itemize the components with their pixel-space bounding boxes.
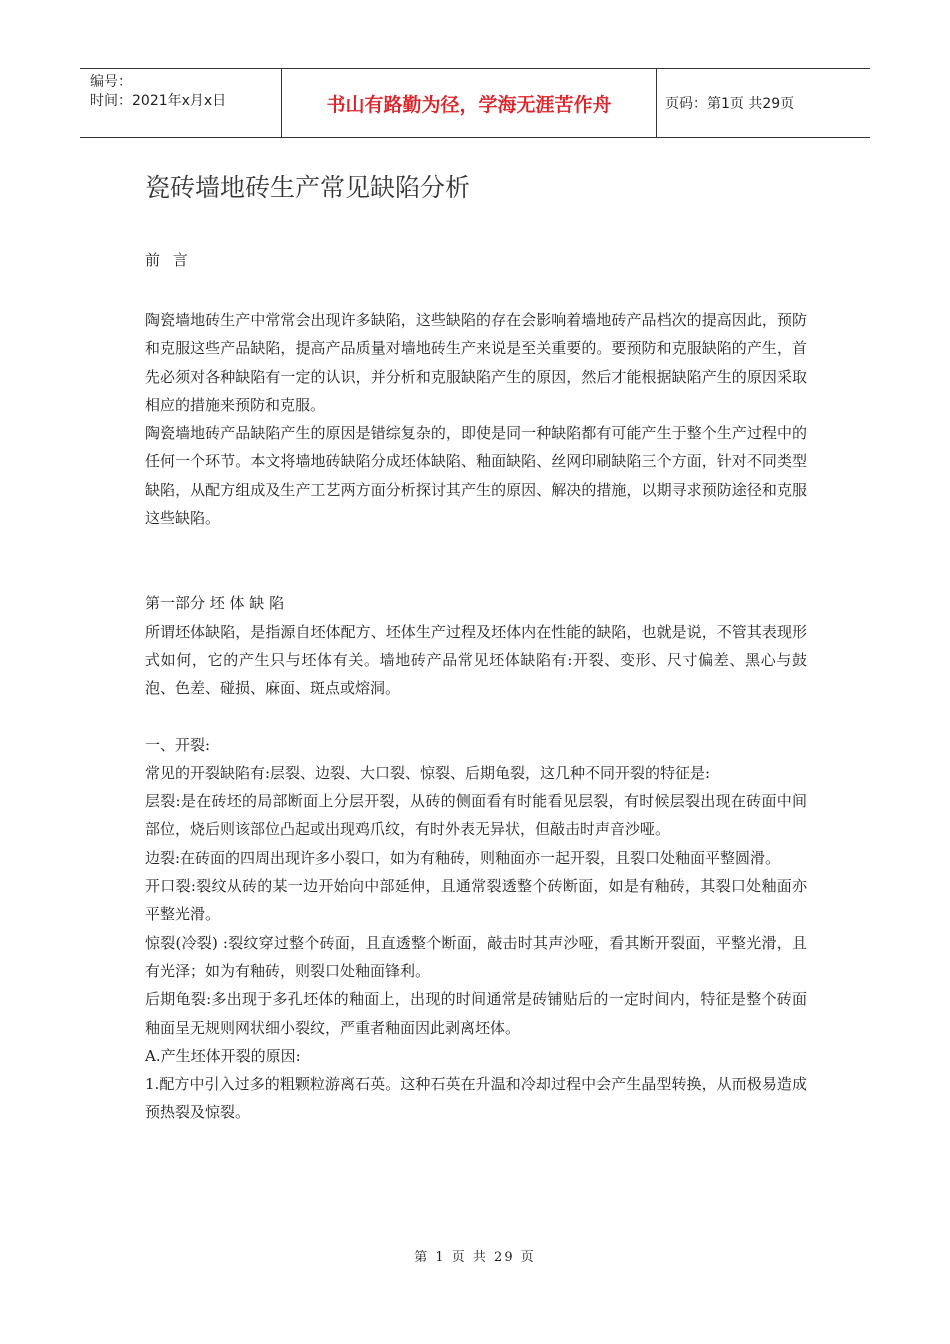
paragraph-intro-2: 陶瓷墙地砖产品缺陷产生的原因是错综复杂的，即使是同一种缺陷都有可能产生于整个生产过程中的任何一个环节。本文将墙地砖缺陷分成坯体缺陷、釉面缺陷、丝网印刷缺陷三个方面，针对不同类型缺陷，从配方组成及生产工艺两方面分析探讨其产生的原因、解决的措施，以期寻求预防途径和克服这些缺陷。 [145,424,807,528]
section-heading-part1: 第一部分 坯 体 缺 陷 [145,594,285,613]
document-date: 时间：2021年x月x日 [90,93,227,109]
subsection-heading-cracking: 一、开裂: [145,735,211,754]
paragraph-layer-crack: 层裂:是在砖坯的局部断面上分层开裂，从砖的侧面看有时能看见层裂，有时候层裂出现在砖面中间部位，烧后则该部位凸起或出现鸡爪纹，有时外表无异状，但敲击时声音沙哑。 [145,792,807,839]
preface-heading: 前 言 [145,251,192,269]
paragraph-edge-crack: 边裂:在砖面的四周出现许多小裂口，如为有釉砖，则釉面亦一起开裂，且裂口处釉面平整圆滑。 [145,848,781,867]
paragraph-causes-heading: A.产生坯体开裂的原因: [145,1046,301,1065]
paragraph-crack-types: 常见的开裂缺陷有:层裂、边裂、大口裂、惊裂、后期龟裂，这几种不同开裂的特征是: [145,763,711,782]
paragraph-body-defects: 所谓坯体缺陷，是指源自坯体配方、坯体生产过程及坯体内在性能的缺陷，也就是说，不管其表现形式如何，它的产生只与坯体有关。墙地砖产品常见坯体缺陷有:开裂、变形、尺寸偏差、黑心与鼓泡、色差、碰损、麻面、斑点或熔洞。 [145,622,807,698]
paragraph-cause-1: 1.配方中引入过多的粗颗粒游离石英。这种石英在升温和冷却过程中会产生晶型转换，从而极易造成预热裂及惊裂。 [145,1075,807,1122]
document-body [145,306,807,1127]
header-page-info: 页码：第1页 共29页 [665,96,795,112]
document-code-label: 编号： [90,74,132,90]
document-title: 瓷砖墙地砖生产常见缺陷分析 [145,173,471,202]
page-header [80,68,870,138]
header-meta [80,69,281,137]
paragraph-intro-1: 陶瓷墙地砖生产中常常会出现许多缺陷，这些缺陷的存在会影响着墙地砖产品档次的提高因此，预防和克服这些产品缺陷，提高产品质量对墙地砖生产来说是至关重要的。要预防和克服缺陷的产生，首先必须对各种缺陷有一定的认识，并分析和克服缺陷产生的原因，然后才能根据缺陷产生的原因采取相应的措施来预防和克服。 [145,311,807,414]
header-slogan: 书山有路勤为径，学海无涯苦作舟 [281,69,657,137]
paragraph-cold-crack: 惊裂(冷裂) :裂纹穿过整个砖面，且直透整个断面，敲击时其声沙哑，看其断开裂面，平整光滑，且有光泽；如为有釉砖，则裂口处釉面锋利。 [145,933,807,980]
paragraph-crazing: 后期龟裂:多出现于多孔坯体的釉面上，出现的时间通常是砖铺贴后的一定时间内，特征是整个砖面釉面呈无规则网状细小裂纹，严重者釉面因此剥离坯体。 [145,990,807,1037]
paragraph-open-crack: 开口裂:裂纹从砖的某一边开始向中部延伸，且通常裂透整个砖断面，如是有釉砖，其裂口处釉面亦平整光滑。 [145,877,807,924]
page-footer: 第 1 页 共 29 页 [414,1250,536,1265]
